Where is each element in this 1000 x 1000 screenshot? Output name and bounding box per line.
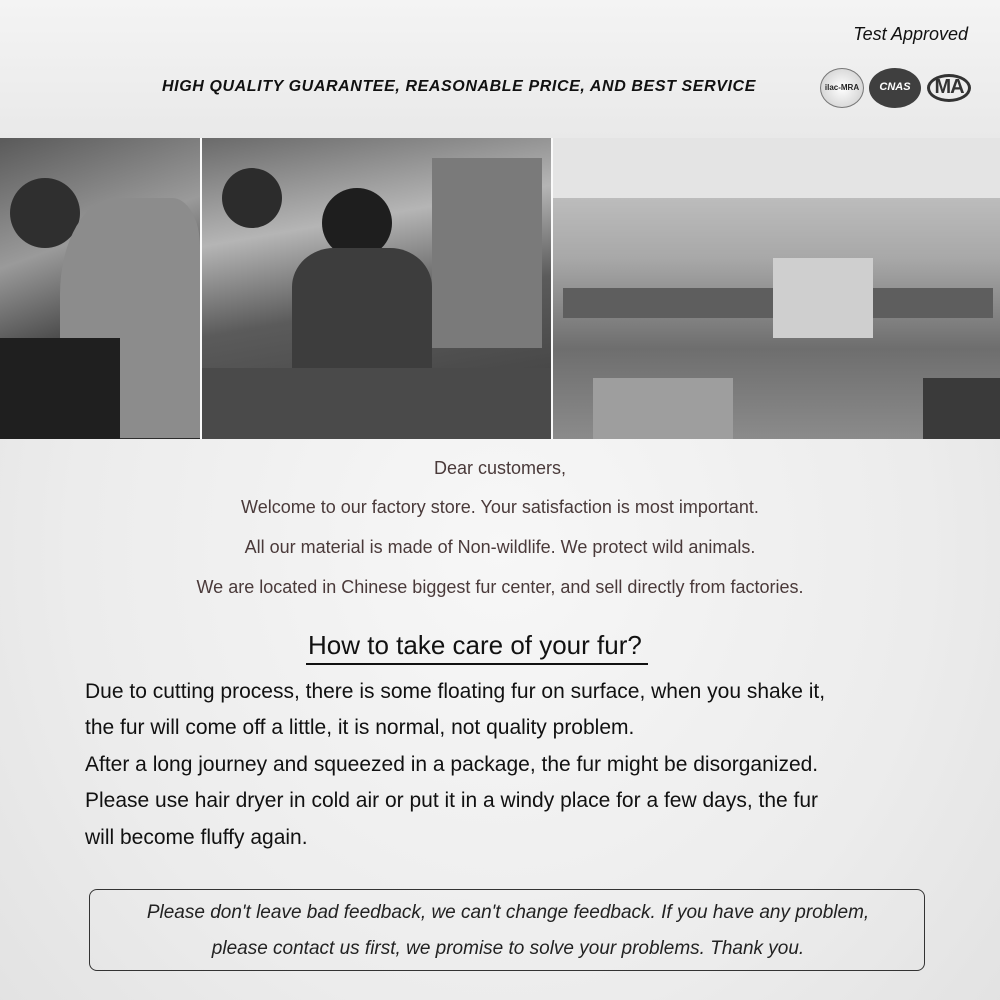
test-approved-label: Test Approved: [853, 24, 968, 44]
care-title: How to take care of your fur?: [306, 630, 648, 665]
factory-photo-workers: [202, 138, 551, 439]
cma-logo-text: MA: [934, 76, 964, 98]
ilac-mra-logo-icon: [820, 68, 864, 108]
cma-logo-icon: [925, 68, 973, 108]
intro-location: We are located in Chinese biggest fur center, and sell directly from factories.: [196, 577, 804, 597]
intro-welcome: Welcome to our factory store. Your satisfaction is most important.: [241, 497, 759, 517]
feedback-notice-line: please contact us first, we promise to solve your problems. Thank you.: [211, 938, 805, 959]
feedback-notice-line: Please don't leave bad feedback, we can't change feedback. If you have any problem,: [146, 902, 870, 923]
feedback-notice-box: [89, 889, 925, 971]
intro-material: All our material is made of Non-wildlife. We protect wild animals.: [244, 537, 756, 557]
care-line: After a long journey and squeezed in a package, the fur might be disorganized.: [85, 753, 819, 776]
factory-photo-sewing-closeup: [0, 138, 200, 439]
ilac-logo-text: ilac-MRA: [824, 83, 860, 92]
cnas-logo-text: CNAS: [879, 81, 911, 93]
care-line: Due to cutting process, there is some floating fur on surface, when you shake it,: [85, 680, 826, 703]
slogan-text: HIGH QUALITY GUARANTEE, REASONABLE PRICE, AND BEST SERVICE: [162, 78, 756, 95]
care-line: will become fluffy again.: [85, 826, 308, 849]
factory-photo-workshop: [553, 138, 1000, 439]
cnas-logo-icon: [869, 68, 921, 108]
header-banner: [0, 0, 1000, 138]
care-line: the fur will come off a little, it is normal, not quality problem.: [85, 716, 635, 739]
certification-logos: [820, 68, 975, 108]
care-line: Please use hair dryer in cold air or put it in a windy place for a few days, the fur: [85, 789, 819, 812]
factory-photo-strip: [0, 138, 1000, 439]
intro-greeting: Dear customers,: [433, 458, 567, 478]
